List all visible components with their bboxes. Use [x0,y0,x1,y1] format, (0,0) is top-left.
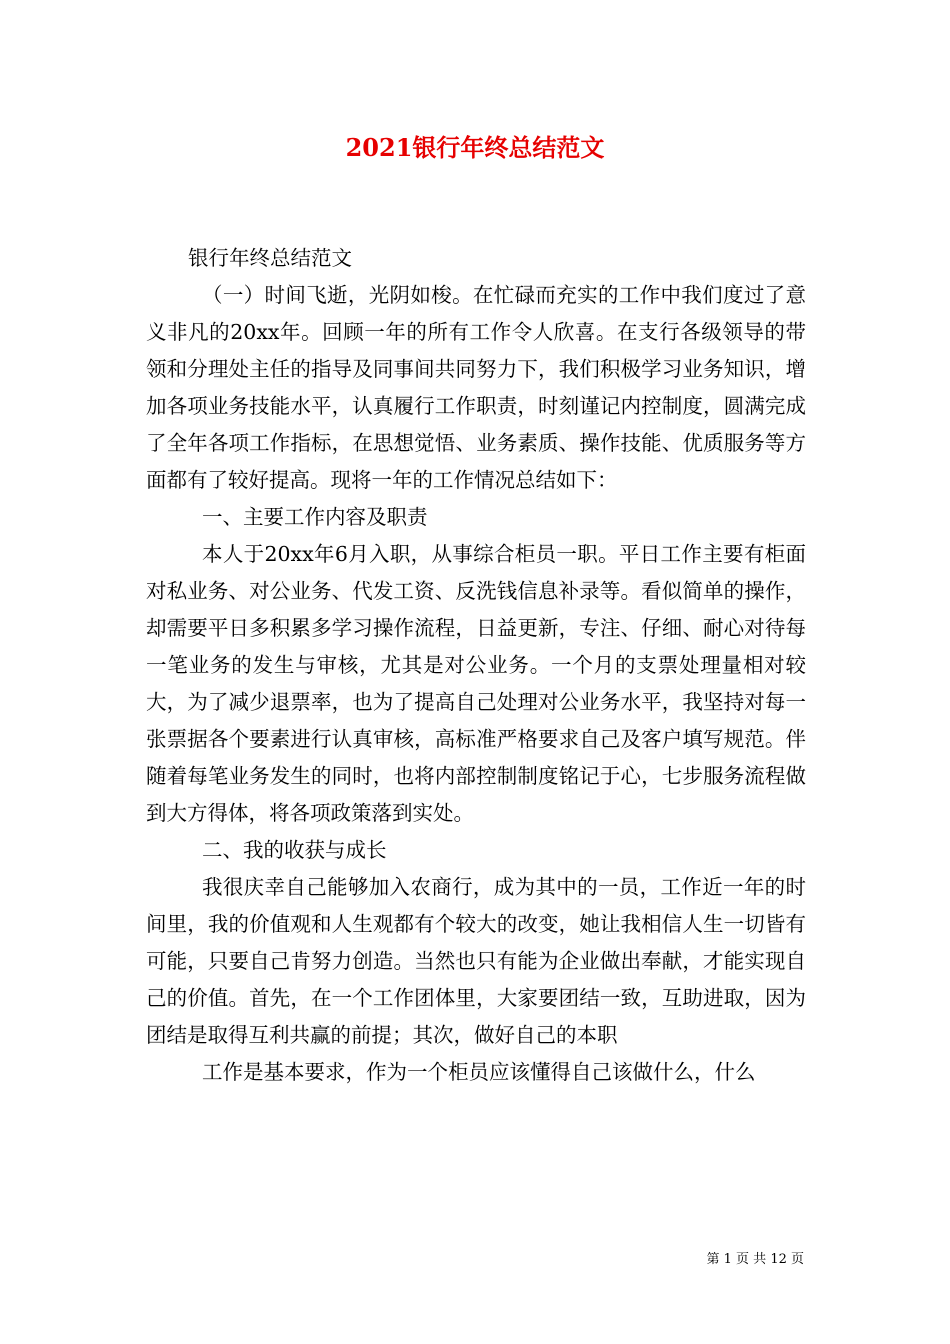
section-heading-1: 一、主要工作内容及职责 [202,505,428,529]
paragraph-heading: 银行年终总结范文 [188,246,352,270]
document-title: 2021银行年终总结范文 [345,133,605,162]
section-heading-2: 二、我的收获与成长 [202,838,387,862]
page-number: 第 1 页 共 12 页 [706,1252,804,1267]
paragraph-section-1: 本人于20xx年6月入职，从事综合柜员一职。平日工作主要有柜面对私业务、对公业务、代发工资、反洗钱信息补录等。看似简单的操作，却需要平日多积累多学习操作流程，日益更新，专注、仔细、耐心对待每一笔业务的发生与审核，尤其是对公业务。一个月的支票处理量相对较大，为了减少退票率，也为了提高自己处理对公业务水平，我坚持对每一张票据各个要素进行认真审核，高标准严格要求自己及客户填写规范。伴随着每笔业务发生的同时，也将内部控制制度铭记于心，七步服务流程做到大方得体，将各项政策落到实处。 [146,542,806,825]
paragraph-section-2: 我很庆幸自己能够加入农商行，成为其中的一员，工作近一年的时间里，我的价值观和人生观都有个较大的改变，她让我相信人生一切皆有可能，只要自己肯努力创造。当然也只有能为企业做出奉献，才能实现自己的价值。首先，在一个工作团体里，大家要团结一致，互助进取，因为团结是取得互利共赢的前提；其次，做好自己的本职 [146,875,806,1047]
document-body [146,240,806,1091]
paragraph-intro: （一）时间飞逝，光阴如梭。在忙碌而充实的工作中我们度过了意义非凡的20xx年。回顾一年的所有工作令人欣喜。在支行各级领导的带领和分理处主任的指导及同事间共同努力下，我们积极学习业务知识，增加各项业务技能水平，认真履行工作职责，时刻谨记内控制度，圆满完成了全年各项工作指标，在思想觉悟、业务素质、操作技能、优质服务等方面都有了较好提高。现将一年的工作情况总结如下： [146,283,806,492]
paragraph-continued: 工作是基本要求，作为一个柜员应该懂得自己该做什么，什么 [202,1060,756,1084]
